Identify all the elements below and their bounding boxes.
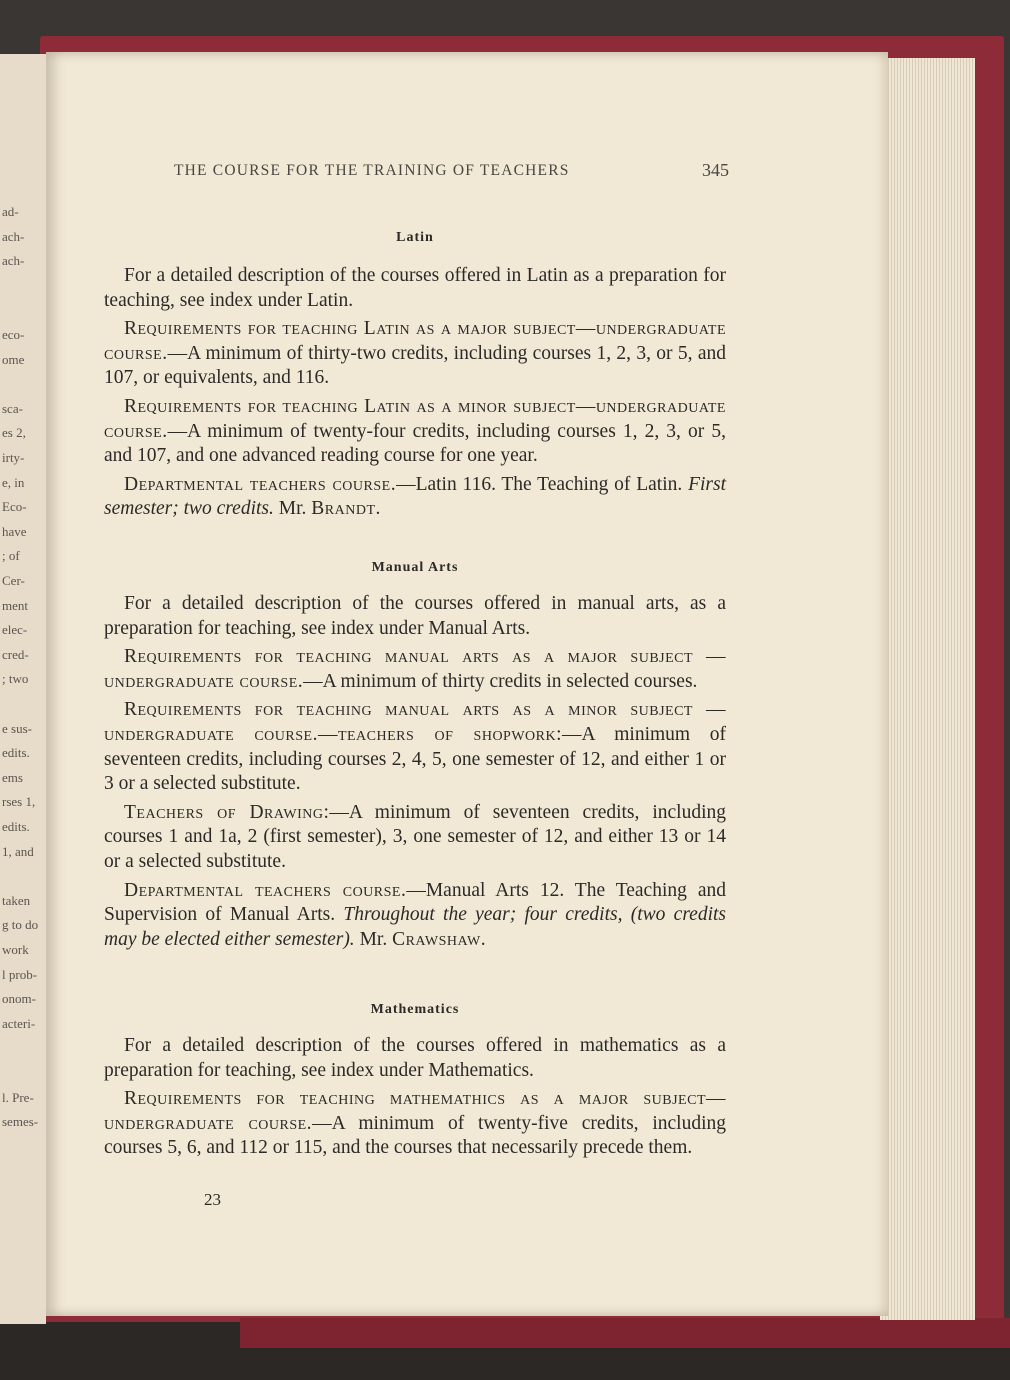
latin-minor-requirements (104, 395, 726, 469)
section-heading-mathematics: Mathematics (370, 1002, 460, 1017)
previous-page-fragment: ome (2, 351, 25, 367)
previous-page-fragment: edits. (2, 745, 30, 761)
manual-arts-major-lead: Requirements for teaching manual arts as a major subject —undergraduate course. (104, 646, 726, 692)
previous-page-fragment: sca- (2, 400, 23, 416)
previous-page-fragment: acteri- (2, 1015, 36, 1031)
latin-minor-text: —A minimum of twenty-four credits, including courses 1, 2, 3, or 5, and 107, and one advanced reading course for one year. (104, 420, 726, 467)
manual-arts-dept-lead: Departmental teachers course. (124, 879, 407, 901)
book-cover-bottom-edge (240, 1318, 1010, 1348)
page-number: 345 (702, 160, 729, 180)
previous-page-fragment: ach- (2, 228, 25, 244)
latin-dept-mr: Mr. (278, 498, 307, 520)
latin-dept-schedule: First semester; two credits. (104, 473, 726, 520)
mathematics-section (104, 1034, 726, 1165)
previous-page-fragment: ems (2, 769, 23, 785)
previous-page-fragment: elec- (2, 622, 28, 638)
previous-page-fragment: ach- (2, 253, 25, 269)
latin-minor-lead: Requirements for teaching Latin as a minor subject—undergraduate course. (104, 395, 726, 442)
previous-page-fragment: g to do (2, 917, 39, 933)
previous-page-fragment: e sus- (2, 720, 32, 736)
manual-arts-major-requirements (104, 645, 726, 694)
latin-major-lead: Requirements for teaching Latin as a major subject—undergraduate course. (104, 318, 726, 364)
previous-page-fragment: cred- (2, 646, 29, 662)
previous-page-fragment: edits. (2, 819, 30, 834)
mathematics-major-text: —A minimum of twenty-five credits, including courses 5, 6, and 112 or 115, and the courses that necessarily precede them. (104, 1112, 726, 1159)
manual-arts-drawing-text: —A minimum of seventeen credits, including courses 1 and 1a, 2 (first semester), 3, one semester of 12, and either 13 or 14 or a selected substitute. (104, 801, 726, 872)
manual-arts-dept-mr: Mr. (359, 928, 388, 950)
latin-dept-instructor: Brandt. (311, 498, 381, 520)
manual-arts-intro: For a detailed description of the courses offered in manual arts, as a preparation for teaching, see index under Manual Arts. (104, 593, 726, 639)
running-head-title: THE COURSE FOR THE TRAINING OF TEACHERS (174, 162, 570, 179)
previous-page-fragment: 1, and (2, 843, 34, 859)
manual-arts-dept-instructor: Crawshaw. (392, 928, 487, 950)
mathematics-intro: For a detailed description of the courses offered in mathematics as a preparation for teaching, see index under Mathematics. (104, 1035, 726, 1081)
previous-page-fragment: l prob- (2, 966, 38, 982)
mathematics-major-requirements (104, 1087, 726, 1161)
manual-arts-section (104, 592, 726, 956)
latin-intro: For a detailed description of the courses offered in Latin as a preparation for teaching, see index under Latin. (104, 265, 726, 311)
latin-section (104, 264, 726, 526)
manual-arts-dept-text: —Manual Arts 12. The Teaching and Supervision of Manual Arts. (104, 879, 726, 926)
previous-page-fragment: ad- (2, 204, 19, 219)
previous-page-fragment: semes- (2, 1114, 39, 1130)
latin-departmental-course (104, 473, 726, 522)
latin-dept-text: —Latin 116. The Teaching of Latin. (396, 473, 683, 495)
previous-page-fragment: e, in (2, 474, 25, 490)
previous-page-fragment: Cer- (2, 573, 25, 588)
latin-major-requirements (104, 317, 726, 391)
manual-arts-drawing-requirements (104, 801, 726, 875)
latin-major-text: —A minimum of thirty-two credits, including courses 1, 2, 3, or 5, and 107, or equivalents, and 116. (104, 342, 726, 389)
previous-page-fragment: work (2, 942, 29, 957)
manual-arts-minor-lead: Requirements for teaching manual arts as a minor subject —undergraduate course.—teachers of shopwork: (104, 699, 726, 745)
previous-page-fragment: rses 1, (2, 794, 36, 810)
manual-arts-minor-requirements (104, 698, 726, 796)
previous-page-edge (0, 54, 46, 1324)
page-edges (880, 58, 975, 1320)
previous-page-fragment: es 2, (2, 425, 26, 441)
previous-page-fragment: ; of (2, 548, 20, 564)
previous-page-fragment: taken (2, 892, 31, 908)
signature-mark: 23 (204, 1190, 221, 1209)
manual-arts-dept-schedule: Throughout the year; four credits, (two credits may be elected either semester). (104, 904, 727, 950)
running-head (174, 160, 729, 186)
previous-page-fragment: have (2, 523, 27, 539)
section-heading-manual-arts: Manual Arts (371, 560, 459, 575)
manual-arts-departmental-course (104, 879, 726, 953)
manual-arts-drawing-lead: Teachers of Drawing: (124, 801, 330, 823)
latin-dept-lead: Departmental teachers course. (124, 473, 397, 495)
section-heading-latin: Latin (396, 230, 434, 245)
previous-page-fragment: irty- (2, 450, 25, 465)
previous-page-fragment: ment (2, 597, 28, 613)
previous-page-fragment: eco- (2, 327, 25, 342)
mathematics-major-lead: Requirements for teaching mathemathics as a major subject—undergraduate course. (104, 1088, 726, 1134)
previous-page-fragment: ; two (2, 671, 29, 687)
previous-page-fragment: l. Pre- (2, 1089, 34, 1105)
manual-arts-major-text: —A minimum of thirty credits in selected courses. (303, 670, 698, 692)
previous-page-fragment: onom- (2, 991, 36, 1007)
manual-arts-minor-text: —A minimum of seventeen credits, including courses 2, 4, 5, one semester of 12, and either 1 or 3 or a selected substitute. (104, 723, 726, 795)
previous-page-fragment: Eco- (2, 499, 27, 515)
